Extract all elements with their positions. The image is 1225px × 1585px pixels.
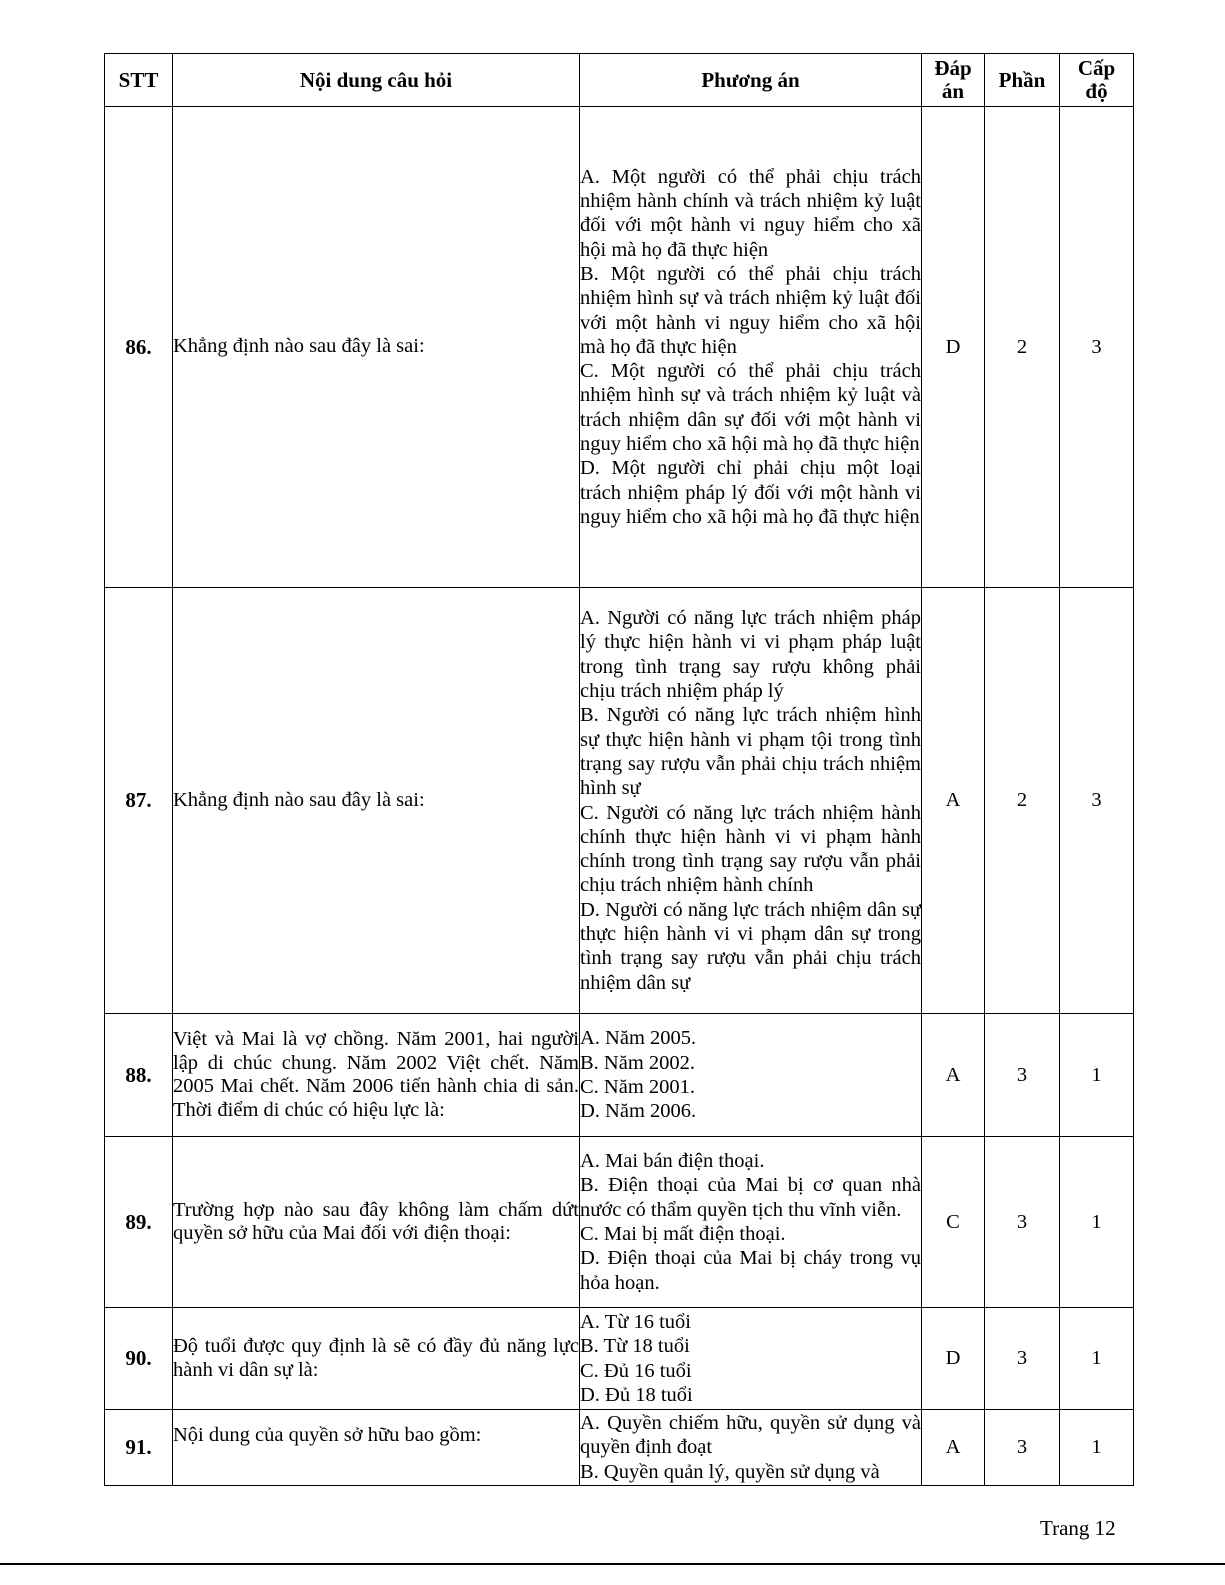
header-answer — [922, 54, 985, 107]
option-b: B. Một người có thể phải chịu trách nhiệm hình sự và trách nhiệm kỷ luật đối với một hành vi nguy hiểm cho xã hội mà họ đã thực hiện — [580, 262, 921, 358]
row-options — [580, 1410, 922, 1486]
row-level: 1 — [1060, 1014, 1134, 1137]
row-answer: D — [922, 1308, 985, 1410]
header-answer-line1: Đáp — [934, 56, 972, 80]
table-row — [105, 588, 1134, 1014]
row-stt: 88. — [105, 1014, 173, 1137]
row-level: 1 — [1060, 1410, 1134, 1486]
option-a: A. Người có năng lực trách nhiệm pháp lý thực hiện hành vi vi phạm pháp luật trong tình trạng say rượu không phải chịu trách nhiệm pháp lý — [580, 607, 921, 703]
table-row — [105, 1137, 1134, 1308]
option-b: B. Điện thoại của Mai bị cơ quan nhà nước có thẩm quyền tịch thu vĩnh viễn. — [580, 1174, 921, 1221]
option-b: B. Từ 18 tuổi — [580, 1335, 690, 1358]
option-d: D. Một người chỉ phải chịu một loại trách nhiệm pháp lý đối với một hành vi nguy hiểm cho xã hội mà họ đã thực hiện — [580, 457, 921, 528]
row-stt: 90. — [105, 1308, 173, 1410]
row-options — [580, 1137, 922, 1308]
header-options: Phương án — [580, 54, 922, 107]
row-question: Trường hợp nào sau đây không làm chấm dứt quyền sở hữu của Mai đối với điện thoại: — [173, 1137, 580, 1308]
row-level: 1 — [1060, 1137, 1134, 1308]
row-question: Khẳng định nào sau đây là sai: — [173, 107, 580, 588]
option-a: A. Năm 2005. — [580, 1027, 697, 1050]
option-b: B. Năm 2002. — [580, 1051, 696, 1074]
option-d: D. Năm 2006. — [580, 1100, 697, 1123]
row-stt: 87. — [105, 588, 173, 1014]
option-c: C. Năm 2001. — [580, 1076, 696, 1098]
option-d: D. Người có năng lực trách nhiệm dân sự thực hiện hành vi vi phạm dân sự trong tình trạng say rượu vẫn phải chịu trách nhiệm dân sự — [580, 898, 921, 994]
header-part: Phần — [985, 54, 1060, 107]
row-options — [580, 107, 922, 588]
row-level: 1 — [1060, 1308, 1134, 1410]
row-part: 3 — [985, 1308, 1060, 1410]
row-part: 3 — [985, 1014, 1060, 1137]
row-stt: 89. — [105, 1137, 173, 1308]
header-level — [1060, 54, 1134, 107]
row-stt: 91. — [105, 1410, 173, 1486]
page-number: Trang 12 — [1040, 1516, 1116, 1540]
option-c: C. Đủ 16 tuổi — [580, 1359, 692, 1382]
option-a: A. Mai bán điện thoại. — [580, 1150, 765, 1173]
table-row — [105, 107, 1134, 588]
row-level: 3 — [1060, 107, 1134, 588]
option-b: B. Người có năng lực trách nhiệm hình sự thực hiện hành vi phạm tội trong tình trạng say rượu vẫn phải chịu trách nhiệm hình sự — [580, 704, 921, 800]
row-part: 2 — [985, 588, 1060, 1014]
option-d: D. Đủ 18 tuổi — [580, 1383, 693, 1406]
table-row — [105, 1014, 1134, 1137]
row-question: Nội dung của quyền sở hữu bao gồm: — [173, 1410, 580, 1486]
option-c: C. Mai bị mất điện thoại. — [580, 1223, 786, 1245]
row-part: 2 — [985, 107, 1060, 588]
option-d: D. Điện thoại của Mai bị cháy trong vụ hỏa hoạn. — [580, 1247, 921, 1294]
row-answer: A — [922, 1014, 985, 1137]
header-answer-line2: án — [941, 79, 965, 103]
row-answer: A — [922, 1410, 985, 1486]
row-level: 3 — [1060, 588, 1134, 1014]
row-answer: C — [922, 1137, 985, 1308]
table-row — [105, 1308, 1134, 1410]
option-b: B. Quyền quản lý, quyền sử dụng và — [580, 1460, 880, 1483]
header-row — [105, 54, 1134, 107]
row-question: Độ tuổi được quy định là sẽ có đầy đủ năng lực hành vi dân sự là: — [173, 1308, 580, 1410]
row-answer: A — [922, 588, 985, 1014]
option-a: A. Quyền chiếm hữu, quyền sử dụng và quyền định đoạt — [580, 1412, 921, 1459]
row-stt: 86. — [105, 107, 173, 588]
header-level-line1: Cấp — [1077, 56, 1116, 80]
question-table — [104, 53, 1134, 1486]
table-row — [105, 1410, 1134, 1486]
row-answer: D — [922, 107, 985, 588]
header-content: Nội dung câu hỏi — [173, 54, 580, 107]
option-a: A. Một người có thể phải chịu trách nhiệm hành chính và trách nhiệm kỷ luật đối với một hành vi nguy hiểm cho xã hội mà họ đã thực hiện — [580, 165, 921, 261]
header-level-line2: độ — [1085, 79, 1108, 103]
header-stt: STT — [105, 54, 173, 107]
option-a: A. Từ 16 tuổi — [580, 1310, 691, 1333]
row-question: Việt và Mai là vợ chồng. Năm 2001, hai người lập di chúc chung. Năm 2002 Việt chết. Năm 2005 Mai chết. Năm 2006 tiến hành chia di sản. Thời điểm di chúc có hiệu lực là: — [173, 1014, 580, 1137]
row-options — [580, 588, 922, 1014]
row-options — [580, 1308, 922, 1410]
row-part: 3 — [985, 1137, 1060, 1308]
option-c: C. Một người có thể phải chịu trách nhiệm hình sự và trách nhiệm kỷ luật và trách nhiệm dân sự đối với một hành vi nguy hiểm cho xã hội mà họ đã thực hiện — [580, 360, 921, 456]
row-part: 3 — [985, 1410, 1060, 1486]
row-options — [580, 1014, 922, 1137]
footer-divider — [0, 1563, 1225, 1565]
option-c: C. Người có năng lực trách nhiệm hành chính thực hiện hành vi vi phạm hành chính trong tình trạng say rượu vẫn phải chịu trách nhiệm hành chính — [580, 801, 921, 897]
row-question: Khẳng định nào sau đây là sai: — [173, 588, 580, 1014]
